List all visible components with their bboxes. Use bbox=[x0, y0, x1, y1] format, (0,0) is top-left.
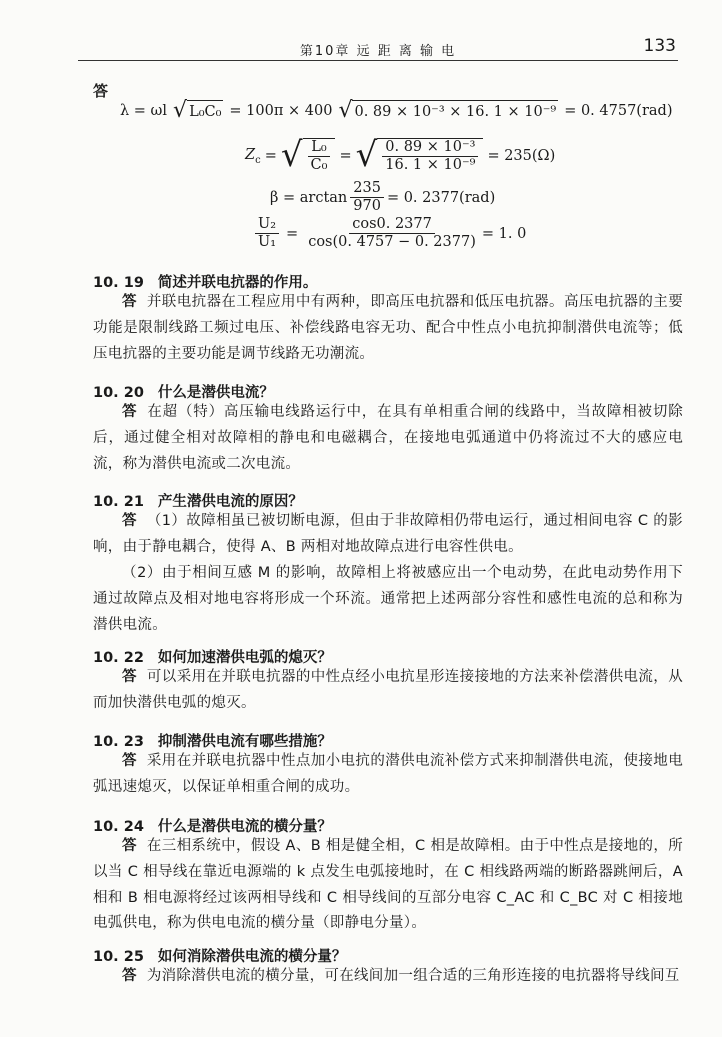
ratio-den: cos(0. 4757 − 0. 2377) bbox=[308, 234, 476, 250]
section-title-10-21 bbox=[93, 490, 303, 511]
answer-text: （1）故障相虽已被切断电源，但由于非故障相仍带电运行，通过相间电容 C 的影响，由于静电耦合，使得 A、B 两相对地故障点进行电容性供电。 bbox=[93, 513, 683, 555]
beta-num: 235 bbox=[350, 180, 384, 198]
section-question: 什么是潜供电流？ bbox=[157, 385, 274, 401]
section-title-10-24 bbox=[93, 815, 332, 836]
chapter-title: 第10章 远 距 离 输 电 bbox=[299, 44, 457, 59]
lambda-sqrt-2: √ 0. 89 × 10⁻³ × 16. 1 × 10⁻⁹ bbox=[338, 98, 557, 123]
section-answer-10-25 bbox=[93, 964, 683, 990]
section-number: 10. 20 bbox=[93, 385, 144, 401]
section-answer-10-19 bbox=[93, 290, 683, 367]
answer-marker: 答 bbox=[122, 669, 137, 685]
section-number: 10. 21 bbox=[93, 494, 144, 510]
answer-text: 并联电抗器在工程应用中有两种，即高压电抗器和低压电抗器。高压电抗器的主要功能是限制线路工频过电压、补偿线路电容无功、配合中性点小电抗抑制潜供电流等；低压电抗器的主要功能是调节线路无功潮流。 bbox=[93, 294, 683, 362]
beta-den: 970 bbox=[353, 198, 381, 214]
answer-marker: 答 bbox=[122, 753, 137, 769]
ratio-rhs: = 1. 0 bbox=[481, 225, 527, 242]
lambda-sqrt-2-content: 0. 89 × 10⁻³ × 16. 1 × 10⁻⁹ bbox=[352, 100, 558, 122]
section-answer-10-23 bbox=[93, 749, 683, 801]
section-number: 10. 24 bbox=[93, 819, 144, 835]
beta-fraction bbox=[350, 180, 384, 215]
section-number: 10. 25 bbox=[93, 949, 144, 965]
lambda-mid: = 100π × 400 bbox=[229, 103, 333, 119]
ratio-fraction bbox=[305, 216, 479, 251]
zc-rhs: = 235(Ω) bbox=[487, 148, 556, 164]
answer-text: 为消除潜供电流的横分量，可在线间加一组合适的三角形连接的电抗器将导线间互 bbox=[146, 968, 680, 984]
section-question: 什么是潜供电流的横分量？ bbox=[157, 819, 332, 835]
zc-lhs: Z bbox=[245, 146, 256, 163]
answer-marker: 答 bbox=[122, 294, 137, 310]
zc-frac2-num: 0. 89 × 10⁻³ bbox=[382, 139, 478, 157]
section-number: 10. 22 bbox=[93, 650, 144, 666]
section-title-10-23 bbox=[93, 730, 332, 751]
section-title-10-22 bbox=[93, 646, 332, 667]
answer-marker: 答 bbox=[122, 513, 137, 529]
section-answer-10-24 bbox=[93, 834, 683, 937]
section-title-10-25 bbox=[93, 945, 346, 966]
answer-marker: 答 bbox=[122, 838, 137, 854]
section-question: 如何加速潜供电弧的熄灭？ bbox=[157, 650, 332, 666]
zc-lhs-sub: c bbox=[255, 154, 261, 166]
section-number: 10. 23 bbox=[93, 734, 144, 750]
section-question: 产生潜供电流的原因？ bbox=[157, 494, 303, 510]
ratio-lhs-fraction bbox=[255, 216, 279, 251]
lambda-rhs: = 0. 4757(rad) bbox=[564, 103, 673, 119]
zc-sqrt-2: √ $\frac{\text{0. 89 × 10⁻³}}{\text{16. 1 × 10⁻⁹}}$ bbox=[356, 138, 484, 174]
zc-frac2-den: 16. 1 × 10⁻⁹ bbox=[385, 157, 476, 173]
answer-label: 答 bbox=[93, 82, 109, 100]
equation-ratio: $\frac{\text{U₂}}{\text{U₁}}$ = $\frac{\cos 0. 2377}{\cos(0. 4757 - 0. 2377)}$ = 1. 0 bbox=[252, 216, 526, 251]
lambda-lhs: λ = ωl bbox=[120, 103, 168, 119]
page-header bbox=[78, 36, 678, 61]
section-answer-10-20 bbox=[93, 400, 683, 477]
equation-zc: $Z_c$ = √ $\frac{\text{L₀}}{\text{C₀}}$ = √ $\frac{\text{0. 89 × 10⁻³}}{\text{16. 1 × 10⁻⁹}}$ = 235(Ω) bbox=[245, 135, 556, 175]
section-title-10-19 bbox=[93, 271, 317, 292]
section-answer-10-21-part-2 bbox=[93, 561, 683, 638]
answer-text: （2）由于相间互感 M 的影响，故障相上将被感应出一个电动势，在此电动势作用下通过故障点及相对地电容将形成一个环流。通常把上述两部分容性和感性电流的总和称为潜供电流。 bbox=[93, 565, 683, 633]
section-question: 如何消除潜供电流的横分量？ bbox=[157, 949, 347, 965]
answer-text: 在三相系统中，假设 A、B 相是健全相，C 相是故障相。由于中性点是接地的，所以当 C 相导线在靠近电源端的 k 点发生电弧接地时，在 C 相线路两端的断路器跳闸后，A 相和 B 相电源将经过该两相导线和 C 相导线间的互部分电容 C_AC 和 C_BC 对 C 相接地电弧供电，称为供电电流的横分量（即静电分量）。 bbox=[93, 838, 683, 932]
equation-lambda bbox=[120, 100, 672, 122]
answer-marker: 答 bbox=[122, 404, 138, 420]
section-answer-10-22 bbox=[93, 665, 683, 717]
section-title-10-20 bbox=[93, 381, 274, 402]
section-question: 简述并联电抗器的作用。 bbox=[157, 275, 318, 291]
section-number: 10. 19 bbox=[93, 275, 144, 291]
zc-frac1-den: C₀ bbox=[310, 157, 328, 173]
section-question: 抑制潜供电流有哪些措施？ bbox=[157, 734, 332, 750]
answer-marker: 答 bbox=[122, 968, 137, 984]
answer-text: 采用在并联电抗器中性点加小电抗的潜供电流补偿方式来抑制潜供电流，使接地电弧迅速熄灭，以保证单相重合闸的成功。 bbox=[93, 753, 683, 795]
lambda-sqrt-1: √ L₀C₀ bbox=[173, 98, 222, 123]
beta-rhs: = 0. 2377(rad) bbox=[386, 189, 496, 206]
ratio-lhs-den: U₁ bbox=[258, 234, 277, 250]
lambda-sqrt-1-content: L₀C₀ bbox=[187, 100, 223, 122]
answer-text: 可以采用在并联电抗器的中性点经小电抗星形连接接地的方法来补偿潜供电流，从而加快潜供电弧的熄灭。 bbox=[93, 669, 683, 711]
page-number: 133 bbox=[643, 36, 676, 56]
equation-beta bbox=[270, 180, 495, 215]
section-answer-10-21 bbox=[93, 509, 683, 561]
ratio-lhs-num: U₂ bbox=[255, 216, 279, 234]
beta-lhs: β = arctan bbox=[270, 189, 348, 206]
zc-sqrt-1: √ $\frac{\text{L₀}}{\text{C₀}}$ bbox=[281, 138, 336, 174]
answer-text: 在超（特）高压输电线路运行中，在具有单相重合闸的线路中，当故障相被切除后，通过健全相对故障相的静电和电磁耦合，在接地电弧通道中仍将流过不大的感应电流，称为潜供电流或二次电流。 bbox=[93, 404, 683, 472]
ratio-num: cos0. 2377 bbox=[349, 216, 435, 234]
zc-frac1-num: L₀ bbox=[308, 139, 329, 157]
